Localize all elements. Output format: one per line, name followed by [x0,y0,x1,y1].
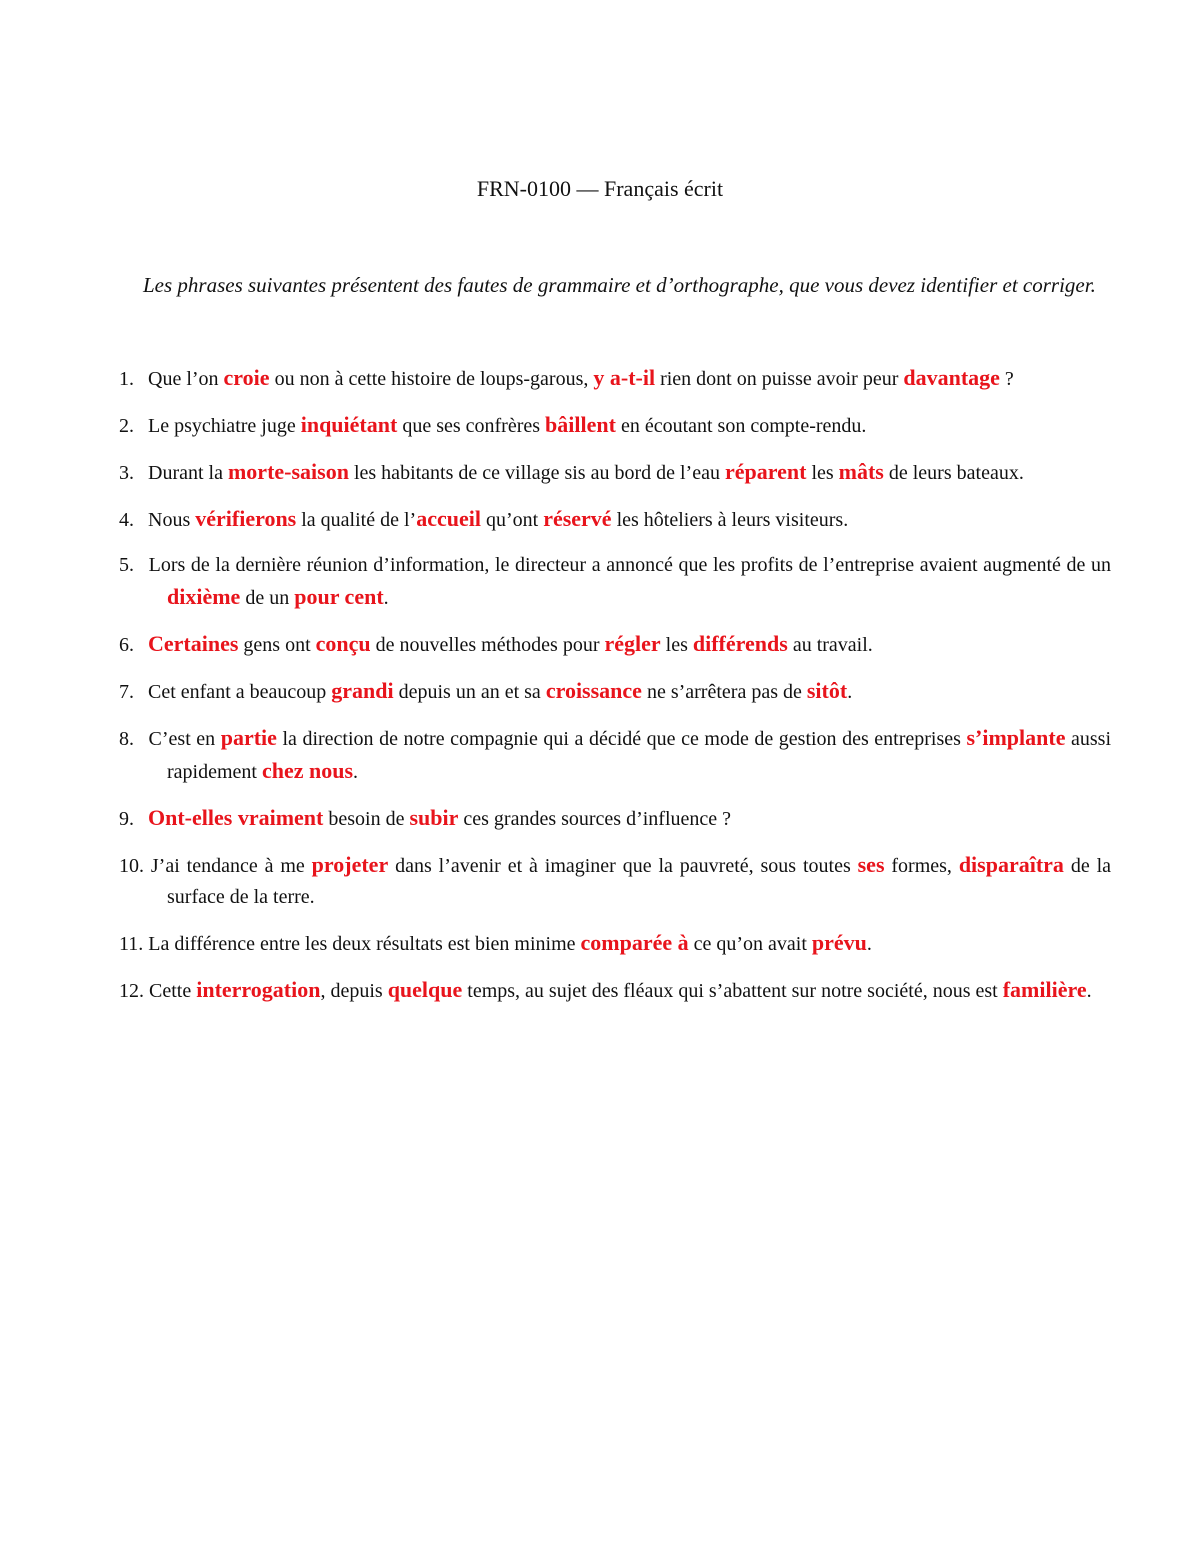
sentence-text: la direction de notre compagnie qui a décidé que ce mode de gestion des entreprises [276,728,967,750]
sentence-text: Durant la [148,462,228,484]
highlighted-correction: interrogation [196,977,321,1002]
highlighted-correction: grandi [331,678,394,703]
sentence-item: 7. Cet enfant a beaucoup grandi depuis un an et sa croissance ne s’arrêtera pas de sitôt. [119,678,853,703]
sentence-text: . [866,933,872,955]
highlighted-correction: bâillent [545,412,616,437]
highlighted-correction: ses [857,852,885,877]
sentence-item: 8. C’est en partie la direction de notre compagnie qui a décidé que ce mode de gestion des entreprises s’implante aussi rapidement chez nous. [119,725,1112,783]
sentence-text: dans l’avenir et à imaginer que la pauvreté, sous toutes [388,855,858,877]
sentence-text: de nouvelles méthodes pour [370,634,605,656]
highlighted-correction: morte-saison [227,459,349,484]
highlighted-correction: disparaîtra [958,852,1064,877]
sentence-text: ? [999,368,1014,390]
highlighted-correction: différends [692,631,788,656]
sentence-text: les habitants de ce village sis au bord de l’eau [348,462,725,484]
sentence-item: 4. Nous vérifierons la qualité de l’accueil qu’ont réservé les hôteliers à leurs visiteurs. [119,506,849,531]
highlighted-correction: s’implante [966,725,1066,750]
sentence-text: au travail. [787,634,873,656]
highlighted-correction: projeter [311,852,389,877]
sentence-text: . [353,761,359,783]
sentence-text: temps, au sujet des fléaux qui s’abattent sur notre société, nous est [462,980,1003,1002]
highlighted-correction: mâts [838,459,884,484]
sentence-text: . [847,681,853,703]
sentence-text: de la surface de la terre. [167,855,1112,908]
highlighted-correction: y a-t-il [593,365,656,390]
highlighted-correction: comparée à [580,930,689,955]
page-title: FRN-0100 — Français écrit [476,176,724,201]
sentence-text: Nous [148,509,196,531]
instructions-paragraph: Les phrases suivantes présentent des fautes de grammaire et d’orthographe, que vous devez identifier et corriger. [143,273,1096,297]
sentence-text: depuis un an et sa [393,681,546,703]
sentence-text: Cette [149,980,197,1002]
highlighted-correction: subir [409,805,459,830]
sentence-item [119,927,1111,960]
sentence-item: 3. Durant la morte-saison les habitants de ce village sis au bord de l’eau réparent les mâts de leurs bateaux. [119,459,1024,484]
sentence-text: La différence entre les deux résultats est bien minime [148,933,581,955]
sentence-text: les hôteliers à leurs visiteurs. [611,509,849,531]
sentence-text: la qualité de l’ [296,509,417,531]
highlighted-correction: prévu [811,930,867,955]
sentence-text: de un [240,587,295,609]
sentence-item: 5. Lors de la dernière réunion d’information, le directeur a annoncé que les profits de l’entreprise avaient augmenté de un dixième de un pour cent. [119,554,1112,609]
sentence-item: 6. Certaines gens ont conçu de nouvelles méthodes pour régler les différends au travail. [119,631,873,656]
highlighted-correction: réparent [724,459,807,484]
highlighted-correction: régler [604,631,661,656]
sentence-item [119,849,1112,913]
highlighted-correction: réservé [543,506,612,531]
sentence-item: 1. Que l’on croie ou non à cette histoire de loups-garous, y a-t-il rien dont on puisse avoir peur davantage ? [119,365,1014,390]
sentence-number: 12. [119,980,144,1002]
highlighted-correction: inquiétant [300,412,398,437]
highlighted-correction: conçu [315,631,371,656]
sentence-text: J’ai tendance à me [150,855,312,877]
sentence-text: ce qu’on avait [688,933,812,955]
sentence-item [119,974,1111,1007]
highlighted-correction: dixième [167,584,241,609]
sentence-text: . [1086,980,1092,1002]
highlighted-correction: sitôt [806,678,848,703]
sentence-text: que ses confrères [397,415,546,437]
sentence-text: Cet enfant a beaucoup [148,681,332,703]
sentence-item: 2. Le psychiatre juge inquiétant que ses confrères bâillent en écoutant son compte-rendu. [119,412,867,437]
sentence-item: 9. Ont-elles vraiment besoin de subir ces grandes sources d’influence ? [119,805,732,830]
highlighted-correction: quelque [387,977,463,1002]
sentence-text: besoin de [323,808,410,830]
sentence-text: . [383,587,389,609]
sentence-text: Que l’on [148,368,224,390]
highlighted-correction: familière [1002,977,1087,1002]
sentence-list [119,362,1112,1021]
highlighted-correction: Ont-elles vraiment [148,805,324,830]
sentence-text: qu’ont [480,509,544,531]
sentence-text: en écoutant son compte-rendu. [615,415,867,437]
sentence-text: les [806,462,839,484]
sentence-text: Le psychiatre juge [148,415,301,437]
sentence-number: 10. [119,855,144,877]
highlighted-correction: accueil [416,506,481,531]
sentence-text: gens ont [238,634,316,656]
highlighted-correction: partie [220,725,277,750]
sentence-text: les [660,634,693,656]
sentence-text: Lors de la dernière réunion d’information, le directeur a annoncé que les profits de l’entreprise avaient augmenté de un [148,554,1112,576]
sentence-text: ou non à cette histoire de loups-garous, [269,368,594,390]
sentence-text: , depuis [320,980,388,1002]
sentence-text: rien dont on puisse avoir peur [655,368,904,390]
sentence-text: ces grandes sources d’influence ? [458,808,732,830]
sentence-text: aussi rapidement [167,728,1112,783]
highlighted-correction: croie [223,365,270,390]
highlighted-correction: pour cent [294,584,384,609]
sentence-text: ne s’arrêtera pas de [641,681,807,703]
sentence-text: de leurs bateaux. [883,462,1024,484]
highlighted-correction: chez nous [261,758,354,783]
highlighted-correction: davantage [903,365,1000,390]
sentence-text: C’est en [148,728,221,750]
highlighted-correction: vérifierons [195,506,297,531]
highlighted-correction: croissance [545,678,642,703]
sentence-text: formes, [884,855,959,877]
highlighted-correction: Certaines [148,631,239,656]
